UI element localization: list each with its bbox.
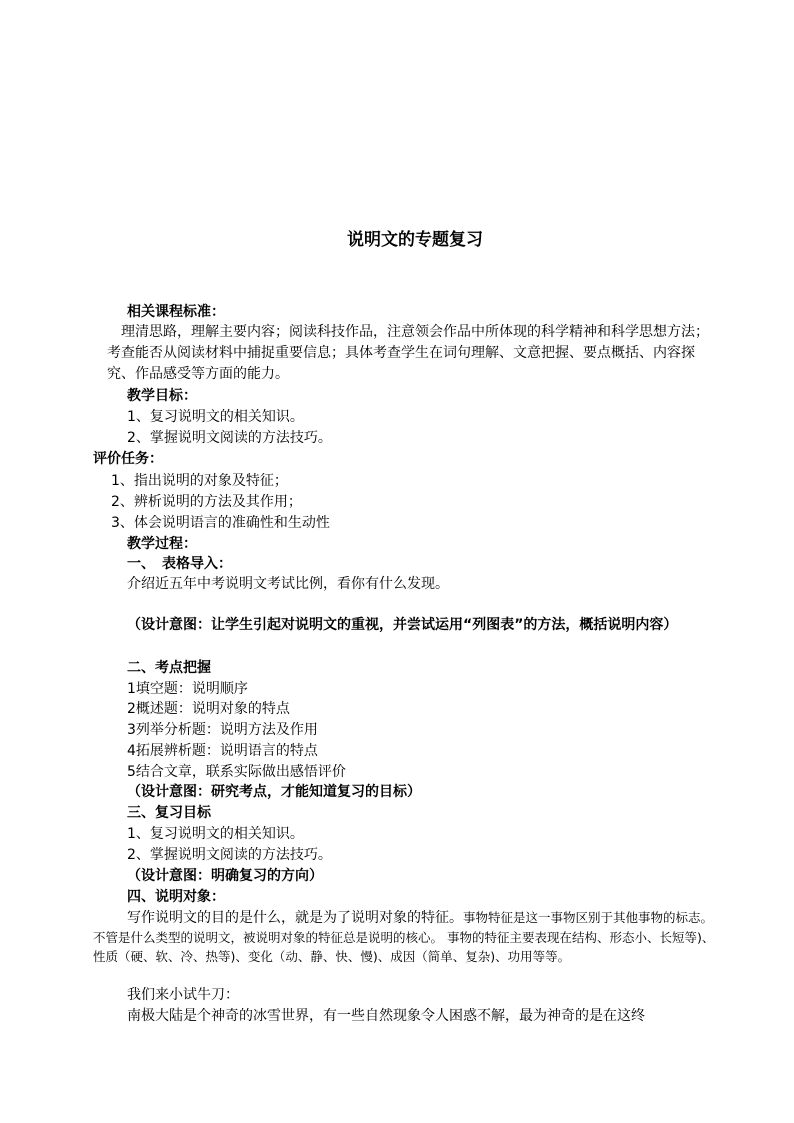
step4-heading: 四、说明对象： (127, 889, 225, 905)
task-item: 3、体会说明语言的准确性和生动性 (111, 515, 330, 531)
step1-text: 介绍近五年中考说明文考试比例，看你有什么发现。 (127, 576, 449, 592)
page-title: 说明文的专题复习 (347, 230, 483, 250)
step2-heading: 二、考点把握 (127, 660, 211, 676)
review-goal: 2、掌握说明文阅读的方法技巧。 (127, 847, 332, 863)
step4-text-2: 事物特征是这一事物区别于其他事物的标志。不管是什么类型的说明文，被说明对象的特征总是说明的核心。 事物的特征主要表现在结构、形态小、长短等)、性质（硬、软、冷、热等)、变化（动、静、快、慢)、成因（简单、复杂)、功用等等。 (93, 910, 715, 964)
standards-text: 理清思路，理解主要内容；阅读科技作品，注意领会作品中所体现的科学精神和科学思想方法；考查能否从阅读材料中捕捉重要信息；具体考查学生在词句理解、文意把握、要点概括、内容探究、作品感受等方面的能力。 (107, 324, 709, 382)
tasks-heading: 评价任务： (93, 451, 163, 467)
exam-point: 3列举分析题：说明方法及作用 (127, 722, 318, 738)
passage-text: 南极大陆是个神奇的冰雪世界，有一些自然现象令人困惑不解，最为神奇的是在这终 (127, 1008, 645, 1024)
goal-item: 1、复习说明文的相关知识。 (127, 409, 304, 425)
design-note-3: （设计意图：明确复习的方向） (127, 868, 323, 884)
process-heading: 教学过程： (127, 536, 197, 552)
step4-paragraph (93, 908, 721, 966)
exam-point: 2概述题：说明对象的特点 (127, 701, 290, 717)
design-note-1: （设计意图：让学生引起对说明文的重视，并尝试运用“列图表”的方法，概括说明内容） (127, 617, 678, 633)
standards-heading: 相关课程标准： (127, 304, 225, 320)
try-text: 我们来小试牛刀： (127, 987, 239, 1003)
step3-heading: 三、复习目标 (127, 805, 211, 821)
step1-heading: 一、 表格导入： (127, 556, 232, 572)
exam-point: 5结合文章，联系实际做出感悟评价 (127, 764, 346, 780)
task-item: 2、辨析说明的方法及其作用； (111, 494, 302, 510)
design-note-2: （设计意图：研究考点，才能知道复习的目标） (127, 784, 421, 800)
step4-text-1: 写作说明文的目的是什么，就是为了说明对象的特征。 (127, 910, 463, 926)
goals-heading: 教学目标： (127, 388, 197, 404)
exam-point: 4拓展辨析题：说明语言的特点 (127, 743, 318, 759)
goal-item: 2、掌握说明文阅读的方法技巧。 (127, 430, 332, 446)
exam-point: 1填空题：说明顺序 (127, 681, 248, 697)
review-goal: 1、复习说明文的相关知识。 (127, 826, 304, 842)
task-item: 1、指出说明的对象及特征； (111, 473, 288, 489)
